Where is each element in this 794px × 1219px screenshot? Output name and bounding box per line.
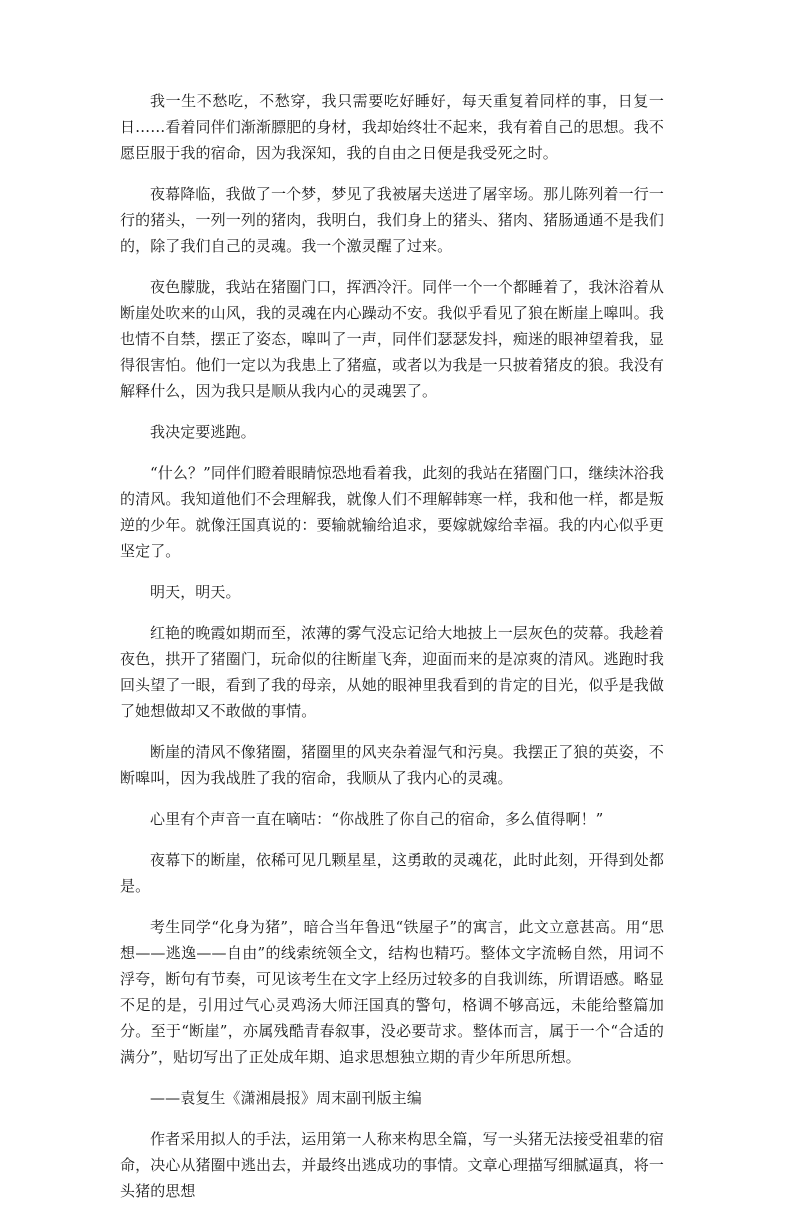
paragraph-8: 断崖的清风不像猪圈，猪圈里的风夹杂着湿气和污臭。我摆正了狼的英姿，不断嗥叫，因为我战胜了我的宿命，我顺从了我内心的灵魂。 (120, 743, 664, 787)
commentary-paragraph: 考生同学“化身为猪”，暗合当年鲁迅“铁屋子”的寓言，此文立意甚高。用“思想——逃逸——自由”的线索统领全文，结构也精巧。整体文字流畅自然，用词不浮夸，断句有节奏，可见该考生在文字上经历过较多的自我训练，所谓语感。略显不足的是，引用过气心灵鸡汤大师汪国真的警句，格调不够高远，未能给整篇加分。至于“断崖”，亦属残酷青春叙事，没必要苛求。整体而言，属于一个“合适的满分”，贴切写出了正处成年期、追求思想独立期的青少年所思所想。 (120, 918, 664, 1066)
commentary-attribution: ——袁复生《潇湘晨报》周末副刊版主编 (150, 1089, 422, 1107)
paragraph-5: “什么？”同伴们瞪着眼睛惊恐地看着我，此刻的我站在猪圈门口，继续沐浴我的清风。我知道他们不会理解我，就像人们不理解韩寒一样，我和他一样，都是叛逆的少年。就像汪国真说的：要输就输给追求，要嫁就嫁给幸福。我的内心似乎更坚定了。 (120, 464, 664, 560)
paragraph-9: 心里有个声音一直在嘀咕：“你战胜了你自己的宿命，多么值得啊！” (150, 810, 604, 828)
paragraph-7: 红艳的晚霞如期而至，浓薄的雾气没忘记给大地披上一层灰色的荧幕。我趁着夜色，拱开了猪圈门，玩命似的往断崖飞奔，迎面而来的是凉爽的清风。逃跑时我回头望了一眼，看到了我的母亲，从她的眼神里我看到的肯定的目光，似乎是我做了她想做却又不敢做的事情。 (120, 624, 664, 720)
paragraph-1: 我一生不愁吃，不愁穿，我只需要吃好睡好，每天重复着同样的事，日复一日……看着同伴们渐渐膘肥的身材，我却始终壮不起来，我有着自己的思想。我不愿臣服于我的宿命，因为我深知，我的自由之日便是我受死之时。 (120, 92, 664, 162)
paragraph-2: 夜幕降临，我做了一个梦，梦见了我被屠夫送进了屠宰场。那儿陈列着一行一行的猪头，一列一列的猪肉，我明白，我们身上的猪头、猪肉、猪肠通通不是我们的，除了我们自己的灵魂。我一个激灵醒了过来。 (120, 185, 664, 255)
paragraph-6: 明天，明天。 (150, 583, 241, 601)
document-body (120, 88, 664, 1219)
paragraph-3: 夜色朦胧，我站在猪圈门口，挥洒冷汗。同伴一个一个都睡着了，我沐浴着从断崖处吹来的山风，我的灵魂在内心躁动不安。我似乎看见了狼在断崖上嗥叫。我也情不自禁，摆正了姿态，嗥叫了一声，同伴们瑟瑟发抖，痴迷的眼神望着我，显得很害怕。他们一定以为我患上了猪瘟，或者以为我是一只披着猪皮的狼。我没有解释什么，因为我只是顺从我内心的灵魂罢了。 (120, 278, 664, 400)
paragraph-4: 我决定要逃跑。 (150, 423, 256, 441)
analysis-paragraph: 作者采用拟人的手法，运用第一人称来构思全篇，写一头猪无法接受祖辈的宿命，决心从猪圈中逃出去，并最终出逃成功的事情。文章心理描写细腻逼真，将一头猪的思想 (120, 1130, 664, 1200)
paragraph-10: 夜幕下的断崖，依稀可见几颗星星，这勇敢的灵魂花，此时此刻，开得到处都是。 (120, 851, 664, 895)
